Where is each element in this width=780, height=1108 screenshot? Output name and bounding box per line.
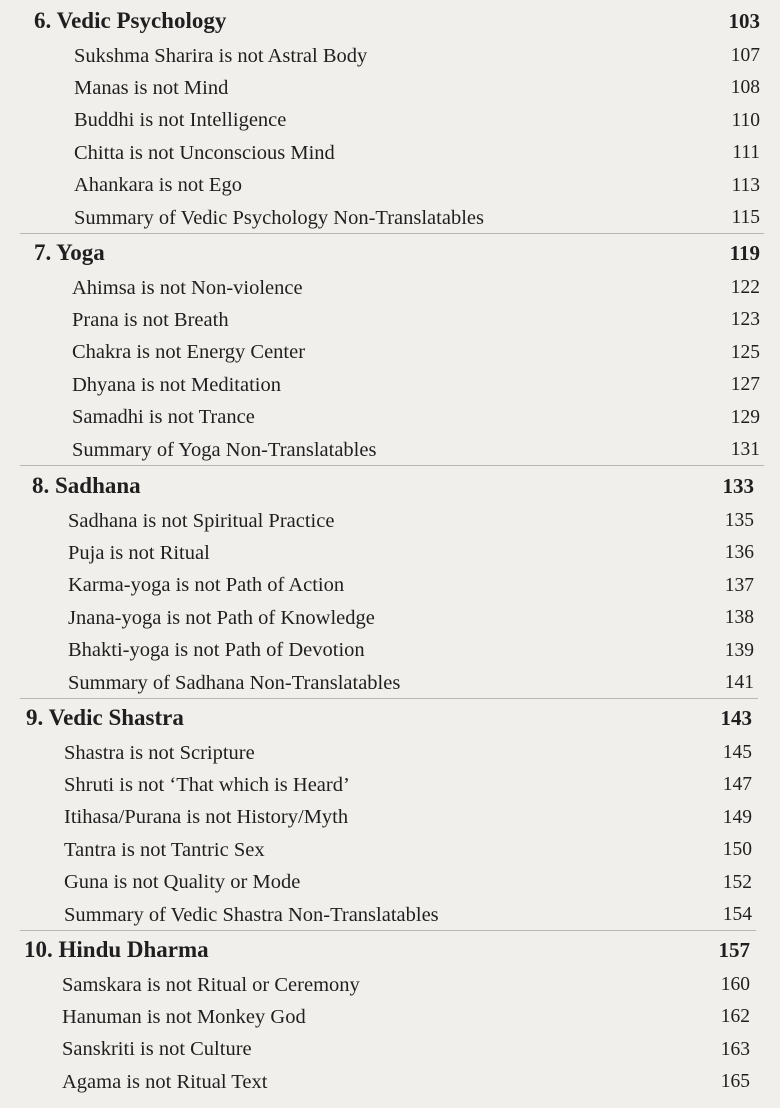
chapter-page-number: 103 xyxy=(728,8,760,33)
section-title: Sukshma Sharira is not Astral Body xyxy=(74,44,368,67)
chapter-number: 10. xyxy=(24,937,53,962)
section-entry xyxy=(72,435,760,465)
section-page-number: 127 xyxy=(730,374,760,396)
section-entry xyxy=(74,171,760,201)
chapter-name: Sadhana xyxy=(55,473,141,498)
chapter-name: Yoga xyxy=(56,240,105,265)
section-entry xyxy=(74,73,760,103)
section-page-number: 137 xyxy=(724,574,754,596)
section-page-number: 139 xyxy=(724,639,754,661)
section-page-number: 165 xyxy=(720,1071,750,1093)
section-title: Manas is not Mind xyxy=(74,76,229,99)
section-title: Samskara is not Ritual or Ceremony xyxy=(62,973,360,996)
section-page-number: 135 xyxy=(724,510,754,531)
section-title: Bhakti-yoga is not Path of Devotion xyxy=(68,639,365,662)
section-entry xyxy=(74,41,760,71)
section-page-number: 131 xyxy=(730,439,760,460)
section-entry xyxy=(74,106,760,136)
section-entry xyxy=(64,835,752,865)
section-title: Tantra is not Tantric Sex xyxy=(64,838,265,861)
section-page-number: 154 xyxy=(722,904,752,925)
chapter-page-number: 157 xyxy=(718,937,750,962)
section-page-number: 107 xyxy=(730,45,760,66)
section-entry xyxy=(64,738,752,768)
section-entry xyxy=(64,803,752,833)
section-title: Buddhi is not Intelligence xyxy=(74,109,287,132)
chapter-entry xyxy=(24,935,750,965)
chapter-divider xyxy=(20,233,764,234)
chapter-name: Hindu Dharma xyxy=(58,937,209,962)
section-title: Prana is not Breath xyxy=(72,308,229,331)
section-entry xyxy=(72,403,760,433)
section-entry xyxy=(68,636,754,666)
section-page-number: 152 xyxy=(722,871,752,893)
section-entry xyxy=(74,138,760,168)
chapter-title xyxy=(34,8,226,34)
section-title: Sanskriti is not Culture xyxy=(62,1038,252,1061)
section-title: Summary of Vedic Shastra Non-Translatables xyxy=(64,903,439,926)
chapter-number: 6. xyxy=(34,8,52,33)
section-title: Shruti is not ‘That which is Heard’ xyxy=(64,773,350,796)
section-entry xyxy=(72,370,760,400)
section-title: Dhyana is not Meditation xyxy=(72,373,281,396)
section-title: Sadhana is not Spiritual Practice xyxy=(68,509,335,532)
section-page-number: 111 xyxy=(732,142,760,164)
chapter-page-number: 119 xyxy=(729,240,760,265)
chapter-title xyxy=(26,705,184,731)
section-page-number: 122 xyxy=(730,277,760,298)
chapter-title xyxy=(34,240,105,266)
section-entry xyxy=(62,1002,750,1032)
section-page-number: 115 xyxy=(731,207,760,228)
section-title: Jnana-yoga is not Path of Knowledge xyxy=(68,606,375,629)
chapter-divider xyxy=(20,698,758,699)
section-title: Ahimsa is not Non-violence xyxy=(72,276,303,299)
chapter-entry xyxy=(26,703,752,733)
chapter-entry xyxy=(34,238,760,268)
section-page-number: 160 xyxy=(720,974,750,995)
section-entry xyxy=(64,868,752,898)
section-page-number: 113 xyxy=(731,174,760,196)
section-title: Agama is not Ritual Text xyxy=(62,1070,268,1093)
chapter-page-number: 133 xyxy=(722,473,754,498)
chapter-entry xyxy=(34,6,760,36)
section-entry xyxy=(68,668,754,698)
section-title: Summary of Vedic Psychology Non-Translatables xyxy=(74,206,484,229)
section-page-number: 145 xyxy=(722,742,752,763)
section-title: Guna is not Quality or Mode xyxy=(64,871,301,894)
section-page-number: 163 xyxy=(720,1038,750,1060)
section-title: Shastra is not Scripture xyxy=(64,741,255,764)
section-page-number: 129 xyxy=(730,406,760,428)
section-title: Chitta is not Unconscious Mind xyxy=(74,141,335,164)
section-entry xyxy=(68,603,754,633)
section-entry xyxy=(62,1067,750,1097)
section-title: Ahankara is not Ego xyxy=(74,174,242,197)
section-entry xyxy=(68,538,754,568)
section-entry xyxy=(68,506,754,536)
section-entry xyxy=(72,338,760,368)
section-title: Puja is not Ritual xyxy=(68,541,210,564)
section-entry xyxy=(62,1035,750,1065)
section-page-number: 149 xyxy=(722,806,752,828)
chapter-page-number: 143 xyxy=(720,705,752,730)
chapter-number: 8. xyxy=(32,473,50,498)
section-page-number: 136 xyxy=(724,542,754,564)
section-page-number: 147 xyxy=(722,774,752,796)
chapter-title xyxy=(32,473,141,499)
section-title: Itihasa/Purana is not History/Myth xyxy=(64,806,349,829)
section-page-number: 123 xyxy=(730,309,760,331)
chapter-number: 9. xyxy=(26,705,44,730)
section-page-number: 162 xyxy=(720,1006,750,1028)
section-entry xyxy=(62,970,750,1000)
section-page-number: 108 xyxy=(730,77,760,99)
section-page-number: 125 xyxy=(730,341,760,363)
section-page-number: 138 xyxy=(724,607,754,629)
section-title: Chakra is not Energy Center xyxy=(72,341,306,364)
section-page-number: 141 xyxy=(724,672,754,693)
section-title: Samadhi is not Trance xyxy=(72,406,255,429)
chapter-entry xyxy=(32,471,754,501)
section-entry xyxy=(74,203,760,233)
section-entry xyxy=(72,305,760,335)
chapter-name: Vedic Shastra xyxy=(48,705,184,730)
section-entry xyxy=(64,770,752,800)
chapter-name: Vedic Psychology xyxy=(56,8,227,33)
section-title: Summary of Yoga Non-Translatables xyxy=(72,438,377,461)
chapter-divider xyxy=(20,465,764,466)
section-title: Karma-yoga is not Path of Action xyxy=(68,574,345,597)
section-page-number: 150 xyxy=(722,839,752,861)
section-entry xyxy=(72,273,760,303)
chapter-divider xyxy=(20,930,756,931)
section-entry xyxy=(68,571,754,601)
chapter-number: 7. xyxy=(34,240,52,265)
section-page-number: 110 xyxy=(731,109,760,131)
chapter-title xyxy=(24,937,209,963)
section-title: Summary of Sadhana Non-Translatables xyxy=(68,671,401,694)
section-title: Hanuman is not Monkey God xyxy=(62,1005,306,1028)
section-entry xyxy=(64,900,752,930)
